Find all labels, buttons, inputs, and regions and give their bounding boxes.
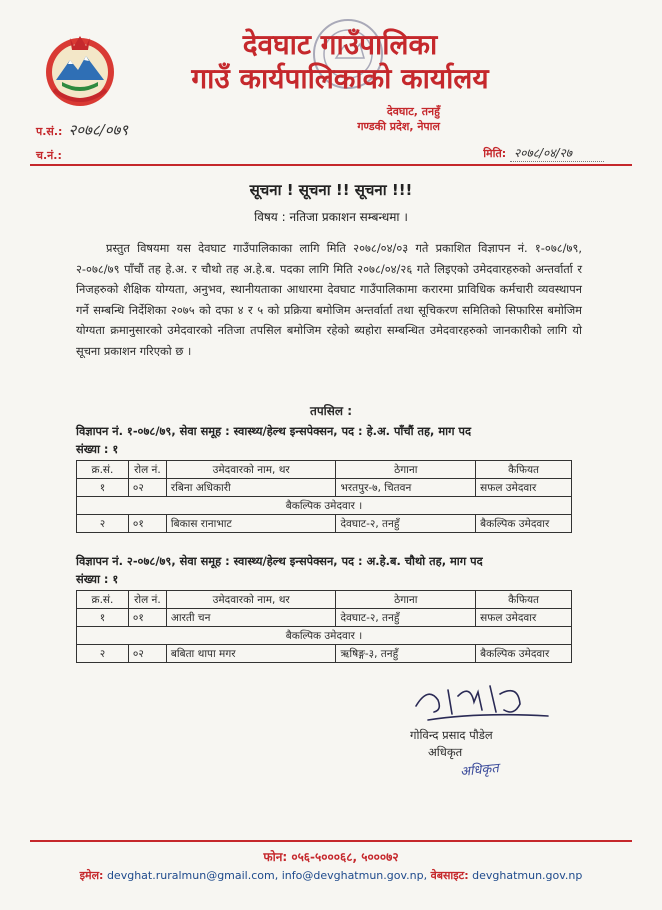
dispatch-label: च.नं.: <box>36 149 62 162</box>
result-table-1 <box>76 460 572 533</box>
column-header-remark: कैफियत <box>476 461 572 479</box>
reference-label: प.सं.: <box>36 125 63 138</box>
schedule-title: तपसिल : <box>310 404 352 418</box>
advertisement-1-line2: संख्या : १ <box>76 442 119 456</box>
cell-sn: २ <box>77 645 129 663</box>
cell-sn: २ <box>77 515 129 533</box>
cell-roll: ०२ <box>128 645 166 663</box>
column-header-name: उमेदवारको नाम, थर <box>166 461 336 479</box>
table-row <box>77 479 572 497</box>
column-header-sn: क्र.सं. <box>77 591 129 609</box>
column-header-name: उमेदवारको नाम, थर <box>166 591 336 609</box>
cell-sn: १ <box>77 609 129 627</box>
signatory-post: अधिकृत <box>428 745 463 759</box>
office-name-line2: गाउँ कार्यपालिकाको कार्यालय <box>191 62 489 95</box>
cell-remark: सफल उमेदवार <box>476 479 572 497</box>
signatory-block <box>410 727 493 761</box>
website-label: वेबसाइट: <box>430 869 469 882</box>
email-label: इमेल: <box>79 869 104 882</box>
table-header-row <box>77 461 572 479</box>
column-header-address: ठेगाना <box>336 591 476 609</box>
office-address <box>250 104 440 134</box>
header-divider <box>30 164 632 166</box>
office-name-line1: देवघाट गाउँपालिका <box>242 28 438 61</box>
advertisement-2-heading <box>76 552 596 588</box>
column-header-roll: रोल नं. <box>128 461 166 479</box>
cell-name: बिकास रानाभाट <box>166 515 336 533</box>
alternate-label-row <box>77 497 572 515</box>
table-row <box>77 645 572 663</box>
reference-number <box>36 120 128 140</box>
alternate-label-row <box>77 627 572 645</box>
cell-sn: १ <box>77 479 129 497</box>
footer-phone: फोन: ०५६-५०००६८, ५०००७२ <box>263 850 399 864</box>
column-header-roll: रोल नं. <box>128 591 166 609</box>
office-name <box>130 28 550 96</box>
cell-name: रबिना अधिकारी <box>166 479 336 497</box>
cell-roll: ०२ <box>128 479 166 497</box>
officer-stamp: अधिकृत <box>459 761 500 780</box>
cell-address: ऋषिङ्ग-३, तनहुँ <box>336 645 476 663</box>
alternate-label: बैकल्पिक उमेदवार । <box>77 497 572 515</box>
date-value: २०७८/०४/२७ <box>510 144 604 162</box>
dispatch-number <box>36 145 68 163</box>
nepal-emblem-icon <box>40 30 120 110</box>
cell-roll: ०१ <box>128 609 166 627</box>
advertisement-2-line2: संख्या : १ <box>76 572 119 586</box>
address-line1: देवघाट, तनहुँ <box>386 105 440 118</box>
cell-name: आरती चन <box>166 609 336 627</box>
table-header-row <box>77 591 572 609</box>
column-header-sn: क्र.सं. <box>77 461 129 479</box>
cell-name: बबिता थापा मगर <box>166 645 336 663</box>
advertisement-1-heading <box>76 422 596 458</box>
result-table-2 <box>76 590 572 663</box>
cell-remark: बैकल्पिक उमेदवार <box>476 645 572 663</box>
signatory-name: गोविन्द प्रसाद पौडेल <box>410 728 493 742</box>
address-line2: गण्डकी प्रदेश, नेपाल <box>357 120 440 133</box>
footer-contacts <box>0 868 662 883</box>
advertisement-1-line1: विज्ञापन नं. १-०७८/७९, सेवा समूह : स्वास्थ्य/हेल्थ इन्सपेक्सन, पद : हे.अ. पाँचौं तह, माग पद <box>76 424 472 438</box>
table-row <box>77 515 572 533</box>
column-header-address: ठेगाना <box>336 461 476 479</box>
cell-remark: सफल उमेदवार <box>476 609 572 627</box>
date-label: मिति: <box>483 147 507 160</box>
table-row <box>77 609 572 627</box>
cell-remark: बैकल्पिक उमेदवार <box>476 515 572 533</box>
notice-body: प्रस्तुत विषयमा यस देवघाट गाउँपालिकाका लागि मिति २०७८/०४/०३ गते प्रकाशित विज्ञापन नं. १-०७८/७९, २-०७८/७९ पाँचौं तह हे.अ. र चौथो तह अ.हे.ब. पदका लागि मिति २०७८/०४/२६ गते लिइएको उमेदवारहरुको अन्तर्वार्ता र निजहरुको शैक्षिक योग्यता, अनुभव, स्थानीयताका आधारमा देवघाट गाउँपालिकामा करारमा प्राविधिक कर्मचारी व्यवस्थापन गर्ने सम्बन्धि निर्देशिका २०७५ को दफा ४ र ५ को प्रक्रिया बमोजिम अन्तर्वार्ता तथा सूचिकरण समितिको सिफारिस बमोजिम योग्यता क्रमानुसारको उमेदवारको नतिजा तपसिल बमोजिम रहेको ब्यहोरा सम्बन्धित उमेदवारहरुको जानकारीको लागि यो सूचना प्रकाशन गरिएको छ । <box>76 241 582 358</box>
email-value[interactable]: devghat.ruralmun@gmail.com, info@devghatmun.gov.np, <box>106 869 428 882</box>
website-value[interactable]: devghatmun.gov.np <box>472 869 583 882</box>
alternate-label: बैकल्पिक उमेदवार । <box>77 627 572 645</box>
reference-value: २०७८/०७९ <box>68 121 129 139</box>
cell-address: देवघाट-२, तनहुँ <box>336 515 476 533</box>
cell-address: भरतपुर-७, चितवन <box>336 479 476 497</box>
column-header-remark: कैफियत <box>476 591 572 609</box>
footer-divider <box>30 840 632 842</box>
issue-date <box>483 144 604 162</box>
advertisement-2-line1: विज्ञापन नं. २-०७८/७९, सेवा समूह : स्वास्थ्य/हेल्थ इन्सपेक्सन, पद : अ.हे.ब. चौथो तह, माग पद <box>76 554 483 568</box>
notice-title: सूचना ! सूचना !! सूचना !!! <box>249 181 413 199</box>
handwritten-signature <box>408 676 558 726</box>
cell-roll: ०१ <box>128 515 166 533</box>
cell-address: देवघाट-२, तनहुँ <box>336 609 476 627</box>
notice-subject: विषय : नतिजा प्रकाशन सम्बन्धमा । <box>254 210 408 224</box>
